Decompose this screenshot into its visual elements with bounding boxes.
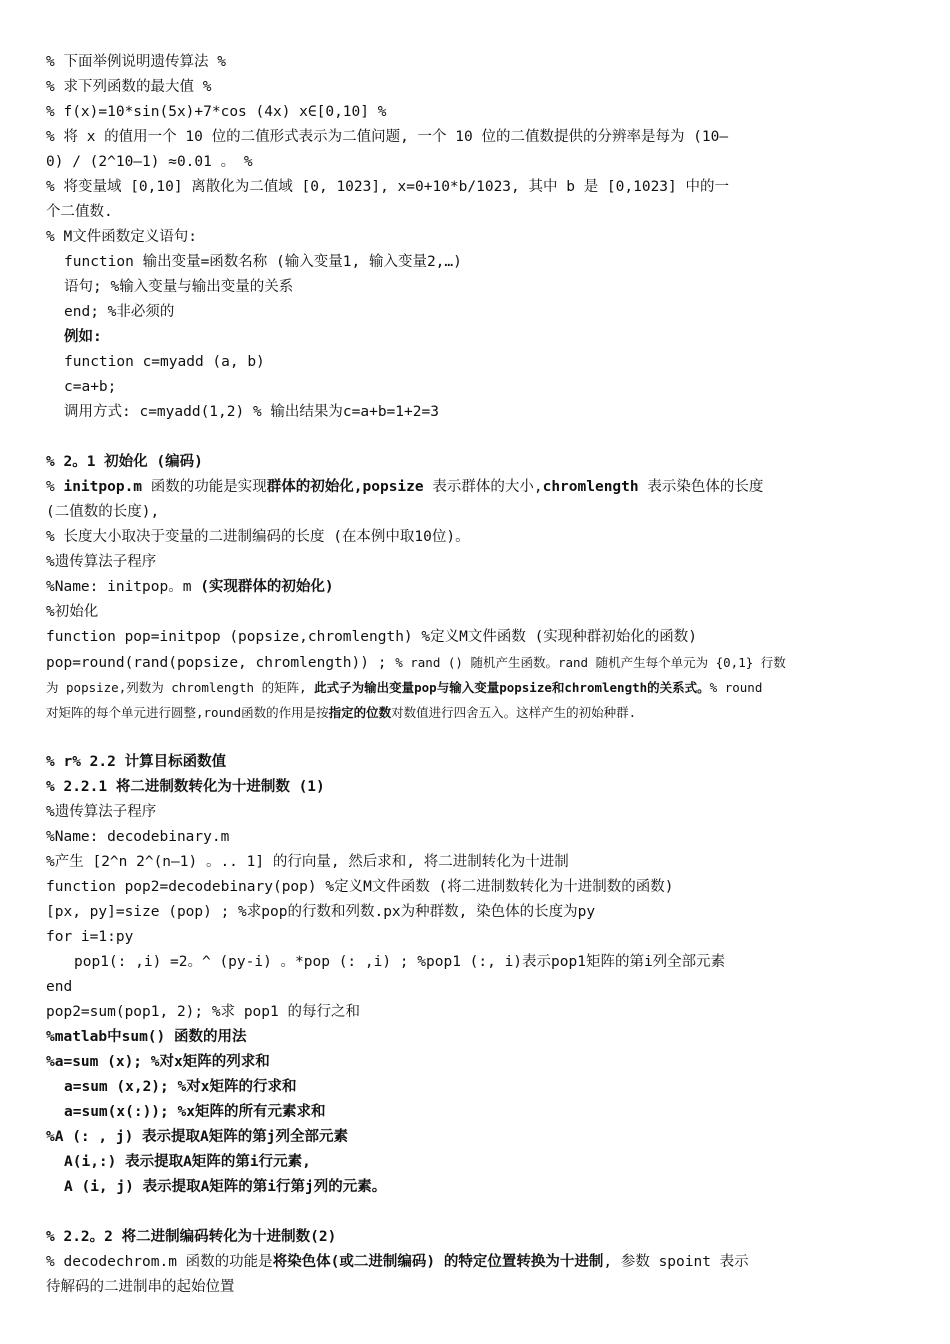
text-segment: function pop=initpop (popsize,chromlength) %定义M文件函数 (实现种群初始化的函数) (46, 629, 698, 645)
text-line (46, 275, 908, 300)
text-segment: % f(x)=10*sin(5x)+7*cos (4x) x∈[0,10] % (46, 104, 387, 120)
text-segment: pop2=sum(pop1, 2); %求 pop1 的每行之和 (46, 1004, 360, 1020)
text-line (46, 1075, 908, 1100)
text-line (46, 400, 908, 425)
text-segment: for i=1:py (46, 929, 134, 945)
bold-text: chromlength (542, 479, 639, 495)
text-line (46, 900, 908, 925)
text-line (46, 775, 908, 800)
text-segment: % 求下列函数的最大值 % (46, 79, 212, 95)
bold-text: 例如: (64, 329, 102, 345)
text-segment: % 下面举例说明遗传算法 % (46, 54, 226, 70)
text-segment: pop=round(rand(popsize, chromlength)) ; (46, 655, 396, 671)
text-line (46, 950, 908, 975)
text-line (46, 375, 908, 400)
text-line (46, 200, 908, 225)
bold-text: A (i, j) 表示提取A矩阵的第i行第j列的元素。 (64, 1179, 387, 1195)
text-line (46, 1175, 908, 1200)
text-segment: 对矩阵的每个单元进行圆整,round函数的作用是按 (46, 705, 329, 720)
text-line (46, 350, 908, 375)
text-segment: pop1(: ,i) =2。^ (py-i) 。*pop (: ,i) ; %pop1 (:, i)表示pop1矩阵的第i列全部元素 (74, 954, 726, 970)
text-line (46, 525, 908, 550)
text-line (46, 675, 908, 700)
bold-text: %A (: , j) 表示提取A矩阵的第j列全部元素 (46, 1129, 348, 1145)
text-line (46, 700, 908, 725)
text-segment: % (46, 479, 64, 495)
text-line (46, 975, 908, 1000)
text-line (46, 125, 908, 150)
text-line (46, 50, 908, 75)
text-segment: 表示群体的大小, (423, 479, 543, 495)
text-segment: %产生 [2^n 2^(n—1) 。.. 1] 的行向量, 然后求和, 将二进制转化为十进制 (46, 854, 569, 870)
text-line (46, 500, 908, 525)
text-line (46, 1100, 908, 1125)
bold-text: 此式子为输出变量pop与输入变量popsize和chromlength的关系式。 (314, 680, 710, 695)
bold-text: %matlab中sum() 函数的用法 (46, 1029, 247, 1045)
text-segment: 表示染色体的长度 (638, 479, 764, 495)
text-line (46, 600, 908, 625)
text-line (46, 1025, 908, 1050)
text-line (46, 1225, 908, 1250)
text-line (46, 550, 908, 575)
text-segment: %遗传算法子程序 (46, 554, 157, 570)
text-segment: , 参数 spoint 表示 (603, 1254, 749, 1270)
bold-text: % 2.2.1 将二进制数转化为十进制数 (1) (46, 779, 325, 795)
text-line (46, 475, 908, 500)
text-segment: % M文件函数定义语句: (46, 229, 197, 245)
text-segment: 对数值进行四舍五入。这样产生的初始种群. (391, 705, 637, 720)
bold-text: 将染色体(或二进制编码) 的特定位置转换为十进制 (272, 1254, 604, 1270)
text-segment: function c=myadd (a, b) (64, 354, 265, 370)
text-line (46, 150, 908, 175)
text-segment: 语句; %输入变量与输出变量的关系 (64, 279, 294, 295)
text-segment: end (46, 979, 73, 995)
text-segment: end; %非必须的 (64, 304, 175, 320)
text-segment: [px, py]=size (pop) ; %求pop的行数和列数.px为种群数, 染色体的长度为py (46, 904, 596, 920)
text-segment: % rand () 随机产生函数。rand 随机产生每个单元为 {0,1} 行数 (395, 655, 786, 670)
text-segment: % decodechrom.m 函数的功能是 (46, 1254, 273, 1270)
text-line (46, 800, 908, 825)
bold-text: a=sum(x(:)); %x矩阵的所有元素求和 (64, 1104, 326, 1120)
text-segment: 0) / (2^10—1) ≈0.01 。 % (46, 154, 253, 170)
blank-line (46, 425, 908, 450)
bold-text: (实现群体的初始化) (200, 579, 334, 595)
text-line (46, 875, 908, 900)
text-line (46, 575, 908, 600)
text-segment: % round (709, 680, 763, 695)
text-segment: % 长度大小取决于变量的二进制编码的长度 (在本例中取10位)。 (46, 529, 470, 545)
text-segment: function 输出变量=函数名称 (输入变量1, 输入变量2,…) (64, 254, 462, 270)
bold-text: 群体的初始化,popsize (266, 479, 424, 495)
text-segment: %遗传算法子程序 (46, 804, 157, 820)
text-line (46, 1275, 908, 1300)
text-segment: 函数的功能是实现 (142, 479, 267, 495)
text-segment: 个二值数. (46, 204, 113, 220)
text-segment: % 将 x 的值用一个 10 位的二值形式表示为二值问题, 一个 10 位的二值数提供的分辨率是每为 (10— (46, 129, 729, 145)
text-segment: c=a+b; (64, 379, 117, 395)
text-line (46, 1150, 908, 1175)
blank-line (46, 725, 908, 750)
text-line (46, 225, 908, 250)
text-line (46, 300, 908, 325)
text-line (46, 75, 908, 100)
text-line (46, 1125, 908, 1150)
bold-text: % 2。1 初始化 (编码) (46, 454, 203, 470)
bold-text: % r% 2.2 计算目标函数值 (46, 754, 227, 770)
text-segment: % 将变量域 [0,10] 离散化为二值域 [0, 1023], x=0+10*b/1023, 其中 b 是 [0,1023] 中的一 (46, 179, 729, 195)
text-line (46, 750, 908, 775)
bold-text: %a=sum (x); %对x矩阵的列求和 (46, 1054, 270, 1070)
text-segment: 为 popsize,列数为 chromlength 的矩阵, (46, 680, 315, 695)
text-line (46, 650, 908, 675)
text-line (46, 450, 908, 475)
text-segment: 待解码的二进制串的起始位置 (46, 1279, 235, 1295)
text-line (46, 625, 908, 650)
text-line (46, 100, 908, 125)
text-line (46, 250, 908, 275)
text-line (46, 175, 908, 200)
text-line (46, 825, 908, 850)
text-segment: 调用方式: c=myadd(1,2) % 输出结果为c=a+b=1+2=3 (64, 404, 439, 420)
text-line (46, 1000, 908, 1025)
bold-text: A(i,:) 表示提取A矩阵的第i行元素, (64, 1154, 311, 1170)
text-segment: %初始化 (46, 604, 99, 620)
text-line (46, 325, 908, 350)
bold-text: % 2.2。2 将二进制编码转化为十进制数(2) (46, 1229, 337, 1245)
text-segment: %Name: decodebinary.m (46, 829, 230, 845)
text-segment: (二值数的长度), (46, 504, 160, 520)
text-line (46, 850, 908, 875)
bold-text: initpop.m (63, 479, 143, 495)
bold-text: 指定的位数 (328, 705, 392, 720)
text-line (46, 1050, 908, 1075)
document-body (46, 50, 908, 1300)
text-segment: %Name: initpop。m (46, 579, 201, 595)
text-line (46, 925, 908, 950)
blank-line (46, 1200, 908, 1225)
bold-text: a=sum (x,2); %对x矩阵的行求和 (64, 1079, 297, 1095)
text-line (46, 1250, 908, 1275)
text-segment: function pop2=decodebinary(pop) %定义M文件函数 (将二进制数转化为十进制数的函数) (46, 879, 674, 895)
